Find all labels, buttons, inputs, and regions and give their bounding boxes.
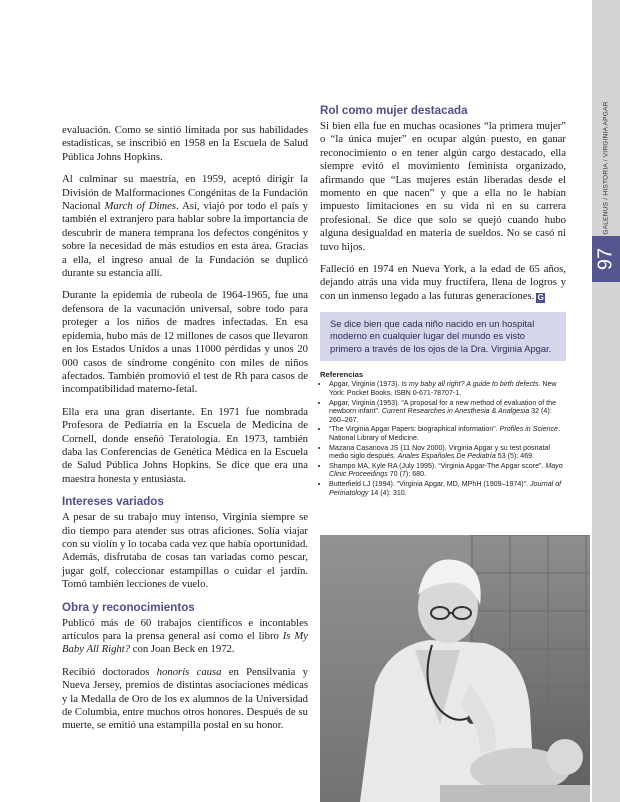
paragraph: Si bien ella fue en muchas ocasiones “la primera mujer” o “la única mujer” en ocupar algún puesto, en ganar reconocimiento o en tener algún cargo destacado, ella siempre evitó el movimiento feminista organizado, afirmando que “Las mujeres están liberadas desde el momento en que nacen” y que a ella no le habían impuesto limitaciones en su vida ni en su carrera profesional. Se dice que solo se quejó cuando hubo alguna desigualdad en materia de sueldos. No se casó ni tuvo hijos. <box>320 120 566 253</box>
paragraph: evaluación. Como se sintió limitada por sus habilidades estadísticas, se inscribió en 1958 en la Escuela de Salud Pública Johns Hopkins. <box>62 124 308 163</box>
page-number: 97 <box>592 236 620 282</box>
pull-quote: Se dice bien que cada niño nacido en un hospital moderno en cualquier lugar del mundo es visto primero a través de los ojos de la Dra. Virginia Apgar. <box>320 312 566 361</box>
left-column <box>62 124 308 742</box>
references-list <box>320 380 566 497</box>
paragraph: Al culminar su maestría, en 1959, aceptó dirigir la División de Malformaciones Congénitas de la Fundación Nacional March of Dimes. Así, viajó por todo el país y también el extranjero para hablar sobre la importancia de descubrir de manera temprana los defectos congénitos y sobre la necesidad de más estudios en esta área. Gracias a ella, el ingreso anual de la Fundación se duplicó durante su estancia allí. <box>62 173 308 280</box>
reference-item: • Apgar, Virginia (1973). Is my baby all right? A guide to birth defects. New York: Pocket Books. ISBN 0-671-78707-1. <box>329 380 566 397</box>
heading-obra: Obra y reconocimientos <box>62 600 195 614</box>
paragraph: Falleció en 1974 en Nueva York, a la edad de 65 años, dejando atrás una vida muy fructífera, llena de logros y con un inmenso legado a las futuras generaciones. G <box>320 263 566 302</box>
end-mark-icon: G <box>537 292 544 302</box>
section-label: GALENUS / HISTORIA / VIRGINIA APGAR <box>602 101 610 235</box>
heading-rol: Rol como mujer destacada <box>320 104 468 117</box>
paragraph: Ella era una gran disertante. En 1971 fue nombrada Profesora de Pediatría en la Escuela de Medicina de Cornell, donde enseñó Teratología. En 1973, también daba las Conferencias de Genética Médica en la Escuela de Salud Pública Johns Hopkins. Se dice que era una maestra honesta y entusiasta. <box>62 405 308 485</box>
references <box>320 371 566 497</box>
paragraph: Publicó más de 60 trabajos científicos e incontables artículos para la prensa general así como el libro Is My Baby All Right? con Joan Beck en 1972. <box>62 616 308 656</box>
paragraph: A pesar de su trabajo muy intenso, Virginia siempre se dio tiempo para atender sus otras aficiones. Solía viajar con su violín y lo tocaba cada vez que había oportunidad. Además, disfrutaba de cosas tan variadas como pescar, jugar golf, coleccionar estampillas o cuidar el jardín. Tomó también lecciones de vuelo. <box>62 511 308 591</box>
paragraph: Durante la epidemia de rubeola de 1964-1965, fue una defensora de la vacunación universal, sobre todo para proteger a los niños de madres infectadas. En esa epidemia, hubo más de 12 millones de casos que llevaron en los Estados Unidos a unas 11000 pérdidas y unos 20 000 casos de síndrome congénito con miles de niños afectados. También promovió el test de Rh para casos de incompatibilidad materno-fetal. <box>62 289 308 396</box>
right-column <box>320 104 566 498</box>
references-title: Referencias <box>320 369 364 379</box>
heading-intereses: Intereses variados <box>62 495 164 509</box>
photo-doctor-with-baby <box>320 535 590 802</box>
reference-item: • “The Virginia Apgar Papers: biographical information”. Profiles in Science. National Library of Medicine. <box>329 425 566 442</box>
reference-item: • Mazana Casanova JS (11 Nov 2000). Virginia Apgar y su test posnatal medio siglo después. Anales Españoles De Pediatría 53 (5): 469. <box>329 444 566 461</box>
reference-item: • Apgar, Virginia (1953). “A proposal for a new method of evaluation of the newborn infant”. Current Researches in Anesthesia & Analgesia 32 (4): 260–267. <box>329 399 566 425</box>
reference-item: • Shampo MA, Kyle RA (July 1995). “Virginia Apgar-The Apgar score”. Mayo Clinic Proceedings 70 (7): 680. <box>329 462 566 479</box>
reference-item: • Butterfield LJ (1994). “Virginia Apgar, MD, MPhH (1909–1974)”. Journal of Perinatology 14 (4): 310. <box>329 480 566 497</box>
paragraph: Recibió doctorados honoris causa en Pensilvania y Nueva Jersey, premios de distintas asociaciones médicas y la Medalla de Oro de los ex alumnos de la Universidad de Columbia, entre muchos otros honores. Después de su muerte, se emitió una estampilla postal en su honor. <box>62 665 308 732</box>
